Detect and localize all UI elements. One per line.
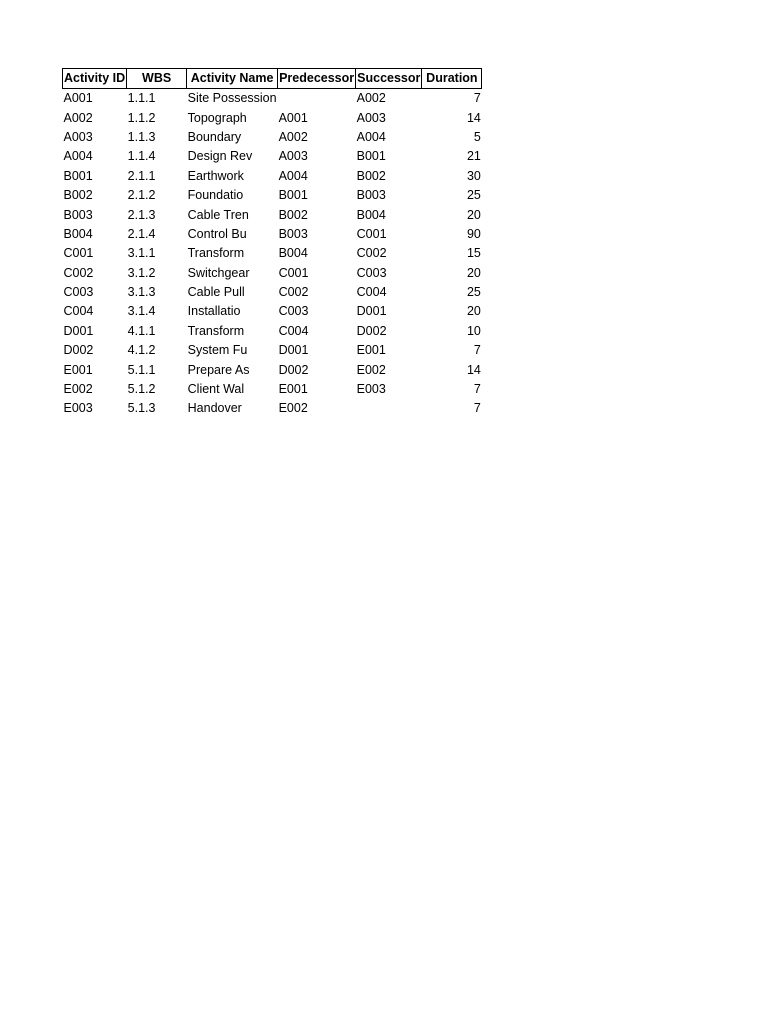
cell-activity-name[interactable]: Cable Pull — [187, 285, 245, 300]
cell-activity-id[interactable]: C003 — [63, 285, 94, 300]
cell-successor[interactable]: B004 — [356, 207, 386, 222]
table-row — [63, 360, 482, 379]
cell-wbs[interactable]: 5.1.2 — [127, 382, 156, 397]
cell-activity-name[interactable]: Earthwork — [187, 168, 244, 183]
table-row — [63, 225, 482, 244]
table-row — [63, 128, 482, 147]
table-row — [63, 283, 482, 302]
cell-predecessor[interactable]: B002 — [278, 207, 308, 222]
cell-activity-name[interactable]: Boundary — [187, 129, 242, 144]
cell-activity-id[interactable]: C004 — [63, 304, 94, 319]
cell-activity-name[interactable]: Design Rev — [187, 149, 253, 164]
cell-activity-id[interactable]: A003 — [63, 129, 93, 144]
cell-successor[interactable]: A002 — [356, 91, 386, 106]
cell-activity-name[interactable]: Transform — [187, 246, 245, 261]
table-row — [63, 244, 482, 263]
cell-predecessor[interactable]: D001 — [278, 343, 309, 358]
cell-wbs[interactable]: 2.1.3 — [127, 207, 156, 222]
cell-wbs[interactable]: 4.1.1 — [127, 323, 156, 338]
cell-successor[interactable]: E002 — [356, 362, 386, 377]
cell-successor[interactable] — [356, 399, 422, 418]
cell-successor[interactable]: C004 — [356, 285, 387, 300]
header-activity-name[interactable]: Activity Name — [187, 69, 278, 89]
cell-activity-name[interactable]: Topograph — [187, 110, 247, 125]
cell-duration[interactable]: 7 — [473, 382, 481, 397]
cell-wbs[interactable]: 3.1.1 — [127, 246, 156, 261]
cell-activity-id[interactable]: A001 — [63, 91, 93, 106]
cell-duration[interactable]: 10 — [466, 323, 481, 338]
cell-duration[interactable]: 14 — [466, 110, 481, 125]
cell-duration[interactable]: 15 — [466, 246, 481, 261]
cell-activity-name[interactable]: Installatio — [187, 304, 241, 319]
cell-activity-name[interactable]: Cable Tren — [187, 207, 249, 222]
cell-wbs[interactable]: 5.1.3 — [127, 401, 156, 416]
cell-activity-name[interactable]: System Fu — [187, 343, 248, 358]
table-row — [63, 380, 482, 399]
cell-successor[interactable]: D002 — [356, 323, 387, 338]
cell-successor[interactable]: D001 — [356, 304, 387, 319]
cell-wbs[interactable]: 1.1.4 — [127, 149, 156, 164]
cell-predecessor[interactable]: E002 — [278, 401, 308, 416]
cell-duration[interactable]: 5 — [473, 129, 481, 144]
cell-activity-id[interactable]: B002 — [63, 188, 93, 203]
header-activity-id[interactable]: Activity ID — [63, 69, 127, 89]
cell-successor[interactable]: E001 — [356, 343, 386, 358]
header-duration[interactable]: Duration — [422, 69, 482, 89]
cell-duration[interactable]: 7 — [473, 343, 481, 358]
header-row — [63, 69, 482, 89]
cell-activity-name[interactable]: Handover — [187, 401, 242, 416]
cell-predecessor[interactable]: A002 — [278, 129, 308, 144]
cell-activity-id[interactable]: D001 — [63, 323, 94, 338]
table-row — [63, 302, 482, 321]
table-row — [63, 186, 482, 205]
table-row — [63, 399, 482, 418]
table-row — [63, 264, 482, 283]
cell-successor[interactable]: A003 — [356, 110, 386, 125]
cell-predecessor[interactable]: B003 — [278, 226, 308, 241]
cell-successor[interactable]: C002 — [356, 246, 387, 261]
cell-predecessor[interactable]: C004 — [278, 323, 309, 338]
header-wbs[interactable]: WBS — [127, 69, 187, 89]
cell-successor[interactable]: A004 — [356, 129, 386, 144]
table-row — [63, 341, 482, 360]
cell-activity-id[interactable]: A004 — [63, 149, 93, 164]
cell-activity-id[interactable]: E002 — [63, 382, 93, 397]
cell-activity-id[interactable]: B003 — [63, 207, 93, 222]
activity-table — [62, 68, 482, 419]
cell-activity-name[interactable]: Foundatio — [187, 188, 244, 203]
table-row — [63, 108, 482, 127]
cell-duration[interactable]: 90 — [466, 226, 481, 241]
cell-wbs[interactable]: 3.1.2 — [127, 265, 156, 280]
cell-successor[interactable]: B001 — [356, 149, 386, 164]
cell-activity-name[interactable]: Prepare As — [187, 362, 250, 377]
table-row — [63, 322, 482, 341]
cell-wbs[interactable]: 2.1.4 — [127, 226, 156, 241]
cell-wbs[interactable]: 4.1.2 — [127, 343, 156, 358]
cell-successor[interactable]: C001 — [356, 226, 387, 241]
header-predecessor[interactable]: Predecessor — [278, 69, 356, 89]
cell-activity-name[interactable]: Client Wal — [187, 382, 245, 397]
cell-predecessor[interactable] — [278, 89, 356, 109]
cell-predecessor[interactable]: D002 — [278, 362, 309, 377]
cell-successor[interactable]: B002 — [356, 168, 386, 183]
cell-successor[interactable]: B003 — [356, 188, 386, 203]
cell-activity-id[interactable]: A002 — [63, 110, 93, 125]
cell-activity-name[interactable]: Transform — [187, 323, 245, 338]
cell-successor[interactable]: C003 — [356, 265, 387, 280]
cell-activity-id[interactable]: B004 — [63, 226, 93, 241]
cell-successor[interactable]: E003 — [356, 382, 386, 397]
cell-wbs[interactable]: 1.1.1 — [127, 91, 156, 106]
cell-duration[interactable]: 14 — [466, 362, 481, 377]
cell-wbs[interactable]: 1.1.2 — [127, 110, 156, 125]
cell-activity-id[interactable]: C002 — [63, 265, 94, 280]
cell-duration[interactable]: 25 — [466, 285, 481, 300]
header-successor[interactable]: Successor — [356, 69, 422, 89]
cell-predecessor[interactable]: B001 — [278, 188, 308, 203]
cell-wbs[interactable]: 1.1.3 — [127, 129, 156, 144]
cell-duration[interactable]: 7 — [473, 401, 481, 416]
cell-wbs[interactable]: 2.1.2 — [127, 188, 156, 203]
cell-activity-name[interactable]: Switchgear — [187, 265, 250, 280]
cell-duration[interactable]: 7 — [473, 91, 481, 106]
cell-wbs[interactable]: 3.1.4 — [127, 304, 156, 319]
cell-activity-id[interactable]: B001 — [63, 168, 93, 183]
cell-activity-id[interactable]: E003 — [63, 401, 93, 416]
cell-activity-name[interactable]: Site Possession — [187, 91, 277, 106]
cell-activity-id[interactable]: E001 — [63, 362, 93, 377]
spreadsheet — [62, 68, 482, 419]
cell-duration[interactable]: 20 — [466, 207, 481, 222]
table-row — [63, 205, 482, 224]
table-row — [63, 89, 482, 109]
table-row — [63, 167, 482, 186]
cell-predecessor[interactable]: A001 — [278, 110, 308, 125]
cell-activity-id[interactable]: D002 — [63, 343, 94, 358]
cell-duration[interactable]: 30 — [466, 168, 481, 183]
cell-duration[interactable]: 21 — [466, 149, 481, 164]
cell-predecessor[interactable]: C001 — [278, 265, 309, 280]
cell-activity-id[interactable]: C001 — [63, 246, 94, 261]
table-row — [63, 147, 482, 166]
cell-duration[interactable]: 20 — [466, 265, 481, 280]
cell-wbs[interactable]: 3.1.3 — [127, 285, 156, 300]
cell-predecessor[interactable]: E001 — [278, 382, 308, 397]
cell-predecessor[interactable]: C002 — [278, 285, 309, 300]
cell-predecessor[interactable]: A003 — [278, 149, 308, 164]
cell-duration[interactable]: 20 — [466, 304, 481, 319]
cell-activity-name[interactable]: Control Bu — [187, 226, 247, 241]
cell-predecessor[interactable]: C003 — [278, 304, 309, 319]
cell-duration[interactable]: 25 — [466, 188, 481, 203]
cell-wbs[interactable]: 2.1.1 — [127, 168, 156, 183]
cell-wbs[interactable]: 5.1.1 — [127, 362, 156, 377]
cell-predecessor[interactable]: B004 — [278, 246, 308, 261]
cell-predecessor[interactable]: A004 — [278, 168, 308, 183]
